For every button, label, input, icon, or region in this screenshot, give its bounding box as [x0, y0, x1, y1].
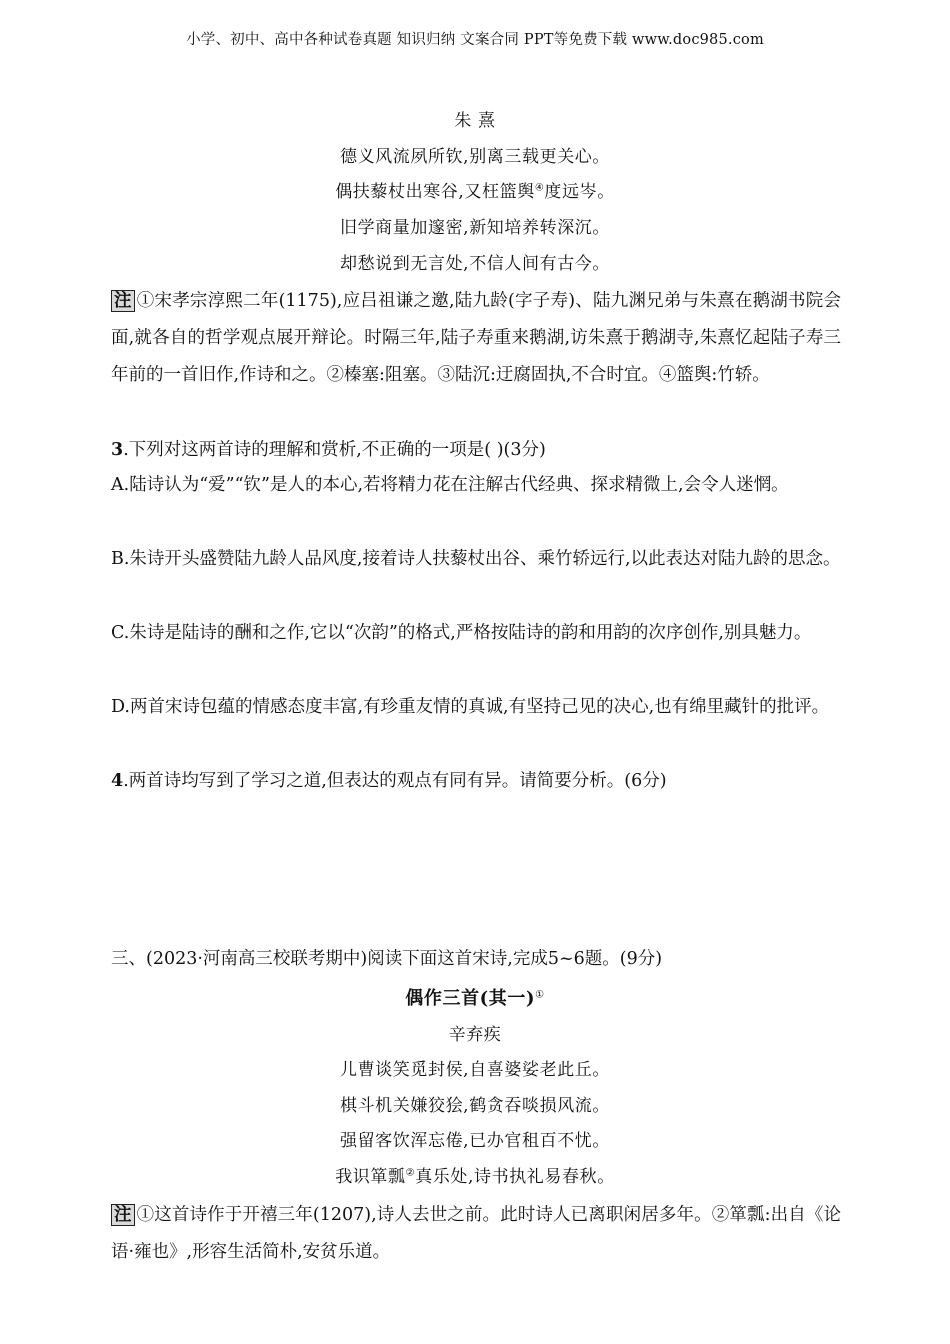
poem2-title-mark: ① [535, 989, 545, 1001]
question-3-number: 3 [111, 440, 124, 460]
poem2-author: 辛弃疾 [448, 1025, 502, 1045]
question-3-option-d: D.两首宋诗包蕴的情感态度丰富,有珍重友情的真诚,有坚持己见的决心,也有绵里藏针的批评。 [111, 697, 830, 717]
poem2-line-2: 棋斗机关嫌狡狯,鹤贪吞啖损风流。 [339, 1096, 610, 1116]
note2-label: 注 [111, 1204, 135, 1226]
poem2-title-text: 偶作三首(其一) [405, 988, 536, 1009]
poem1-line-4: 却愁说到无言处,不信人间有古今。 [339, 254, 610, 274]
note2-text: ①这首诗作于开禧三年(1207),诗人去世之前。此时诗人已离职闲居多年。②箪瓢:出自《论语·雍也》,形容生活简朴,安贫乐道。 [111, 1205, 841, 1262]
question-3 [111, 432, 841, 469]
question-4-number: 4 [111, 771, 124, 791]
poem1-author: 朱 熹 [454, 111, 496, 131]
question-4-stem: .两首诗均写到了学习之道,但表达的观点有同有异。请简要分析。(6分) [123, 771, 667, 791]
poem1-line-2 [0, 177, 950, 202]
poem2-line-4b: 真乐处,诗书执礼易春秋。 [415, 1167, 615, 1187]
note1-text: ①宋孝宗淳熙二年(1175),应吕祖谦之邀,陆九龄(字子寿)、陆九渊兄弟与朱熹在鹅湖书院会面,就各自的哲学观点展开辩论。时隔三年,陆子寿重来鹅湖,访朱熹于鹅湖寺,朱熹忆起陆子寿三年前的一首旧作,作诗和之。②榛塞:阻塞。③陆沉:迂腐固执,不合时宜。④篮舆:竹轿。 [111, 291, 841, 385]
question-3-stem: .下列对这两首诗的理解和赏析,不正确的一项是( )(3分) [123, 440, 546, 460]
footnote-mark-4: ④ [534, 182, 545, 194]
question-3-option-c: C.朱诗是陆诗的酬和之作,它以“次韵”的格式,严格按陆诗的韵和用韵的次序创作,别具魅力。 [111, 623, 812, 643]
poem2-line-1: 儿曹谈笑觅封侯,自喜婆娑老此丘。 [339, 1060, 610, 1080]
poem1-line-2a: 偶扶藜杖出寒谷,又枉篮舆 [335, 182, 535, 202]
poem2-line-4a: 我识箪瓢 [335, 1167, 406, 1187]
poem2-title [0, 984, 950, 1010]
footnote-mark-2: ② [405, 1167, 416, 1179]
note2 [111, 1197, 841, 1271]
poem2-line-3: 强留客饮浑忘倦,已办官租百不忧。 [339, 1131, 610, 1151]
poem2-line-4 [0, 1162, 950, 1187]
section-3-heading: 三、(2023·河南高三校联考期中)阅读下面这首宋诗,完成5~6题。(9分) [111, 949, 663, 969]
question-3-option-b: B.朱诗开头盛赞陆九龄人品风度,接着诗人扶藜杖出谷、乘竹轿远行,以此表达对陆九龄的思念。 [111, 549, 841, 569]
question-4 [111, 763, 841, 800]
poem1-line-2b: 度远岑。 [544, 182, 615, 202]
question-3-option-a: A.陆诗认为“爱”“钦”是人的本心,若将精力花在注解古代经典、探求精微上,会令人迷惘。 [111, 475, 789, 495]
page-header: 小学、初中、高中各种试卷真题 知识归纳 文案合同 PPT等免费下载 www.doc985.com [186, 32, 764, 48]
note1-label: 注 [111, 290, 135, 312]
poem1-line-1: 德义风流夙所钦,别离三载更关心。 [339, 147, 610, 167]
note1 [111, 283, 841, 394]
poem1-line-3: 旧学商量加邃密,新知培养转深沉。 [339, 218, 610, 238]
